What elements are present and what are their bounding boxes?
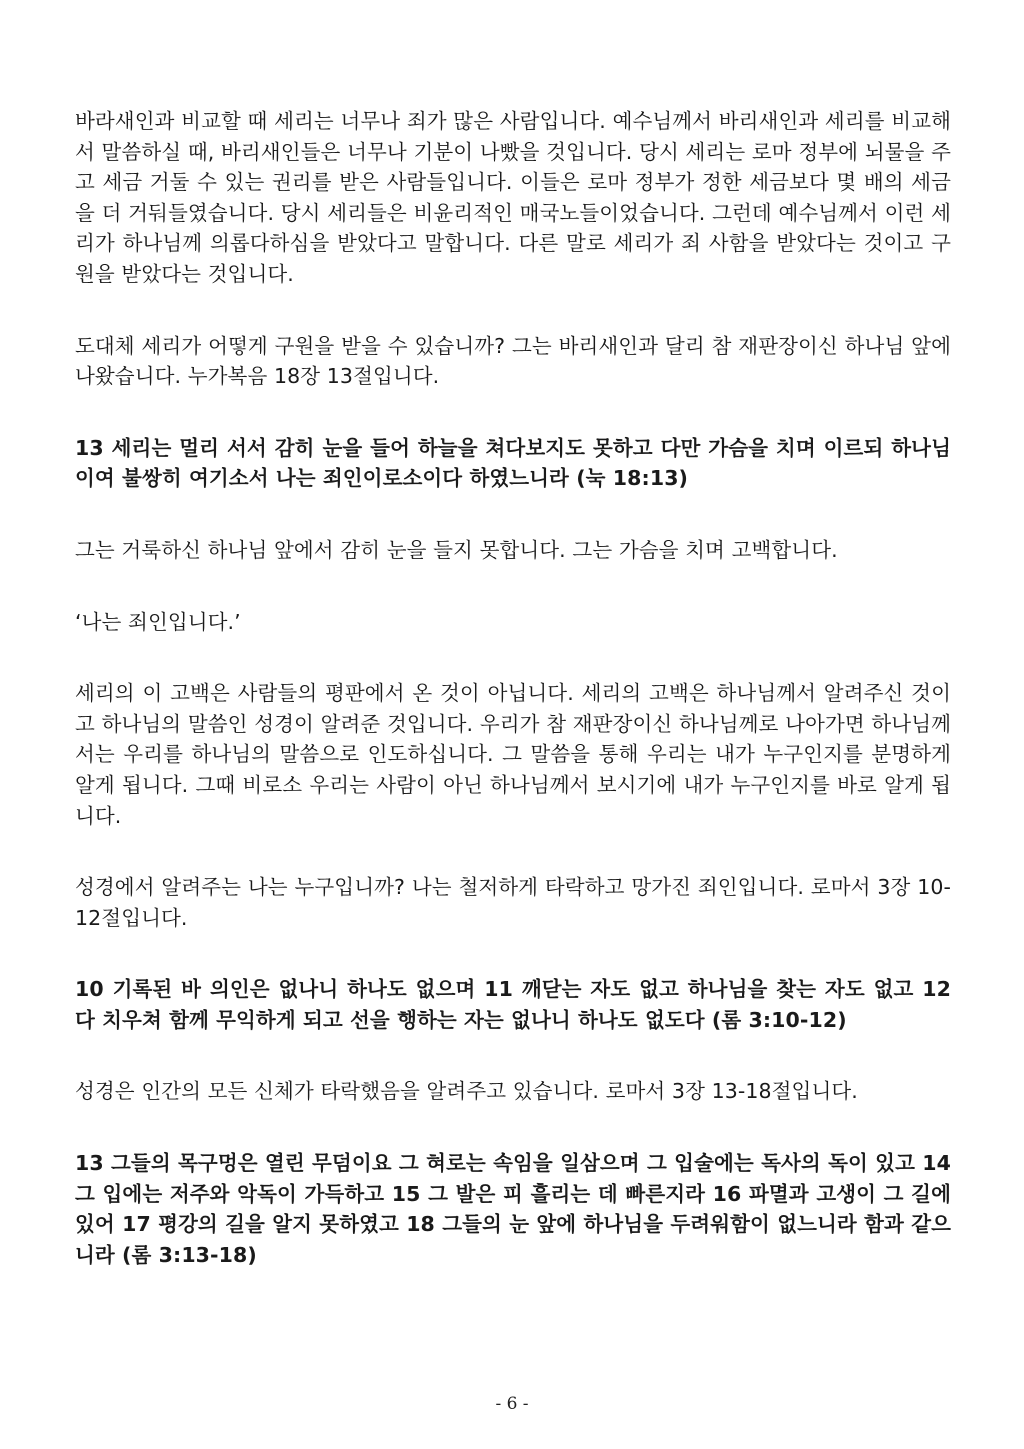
page-number: - 6 -: [495, 1394, 529, 1414]
body-paragraph: 도대체 세리가 어떻게 구원을 받을 수 있습니까? 그는 바리새인과 달리 참 재판장이신 하나님 앞에 나왔습니다. 누가복음 18장 13절입니다.: [75, 333, 951, 389]
body-paragraph: 성경은 인간의 모든 신체가 타락했음을 알려주고 있습니다. 로마서 3장 13-18절입니다.: [75, 1079, 858, 1104]
body-paragraph: 바라새인과 비교할 때 세리는 너무나 죄가 많은 사람입니다. 예수님께서 바리새인과 세리를 비교해서 말씀하실 때, 바리새인들은 너무나 기분이 나빴을 것입니다. 당시 세리는 로마 정부에 뇌물을 주고 세금 거둘 수 있는 권리를 받은 사람들입니다. 이들은 로마 정부가 정한 세금보다 몇 배의 세금을 더 거둬들였습니다. 당시 세리들은 비윤리적인 매국노들이었습니다. 그런데 예수님께서 이런 세리가 하나님께 의롭다하심을 받았다고 말합니다. 다른 말로 세리가 죄 사함을 받았다는 것이고 구원을 받았다는 것입니다.: [75, 109, 951, 286]
body-paragraph: 그는 거룩하신 하나님 앞에서 감히 눈을 들지 못합니다. 그는 가슴을 치며 고백합니다.: [75, 537, 838, 562]
scripture-quote: 13 세리는 멀리 서서 감히 눈을 들어 하늘을 쳐다보지도 못하고 다만 가슴을 치며 이르되 하나님이여 불쌍히 여기소서 나는 죄인이로소이다 하였느니라 (눅 18:13): [75, 435, 951, 491]
page-content: [75, 106, 951, 1311]
scripture-quote: 10 기록된 바 의인은 없나니 하나도 없으며 11 깨닫는 자도 없고 하나님을 찾는 자도 없고 12 다 치우쳐 함께 무익하게 되고 선을 행하는 자는 없나니 하나도 없도다 (롬 3:10-12): [75, 977, 951, 1032]
scripture-quote: 13 그들의 목구멍은 열린 무덤이요 그 혀로는 속임을 일삼으며 그 입술에는 독사의 독이 있고 14 그 입에는 저주와 악독이 가득하고 15 그 발은 피 흘리는 데 빠른지라 16 파멸과 고생이 그 길에 있어 17 평강의 길을 알지 못하였고 18 그들의 눈 앞에 하나님을 두려워함이 없느니라 함과 같으니라 (롬 3:13-18): [75, 1151, 951, 1267]
quoted-confession: ‘나는 죄인입니다.’: [75, 609, 241, 634]
body-paragraph: 성경에서 알려주는 나는 누구입니까? 나는 철저하게 타락하고 망가진 죄인입니다. 로마서 3장 10-12절입니다.: [75, 875, 951, 930]
body-paragraph: 세리의 이 고백은 사람들의 평판에서 온 것이 아닙니다. 세리의 고백은 하나님께서 알려주신 것이고 하나님의 말씀인 성경이 알려준 것입니다. 우리가 참 재판장이신 하나님께로 나아가면 하나님께서는 우리를 하나님의 말씀으로 인도하십니다. 그 말씀을 통해 우리는 내가 누구인지를 분명하게 알게 됩니다. 그때 비로소 우리는 사람이 아닌 하나님께서 보시기에 내가 누구인지를 바로 알게 됩니다.: [75, 681, 951, 828]
